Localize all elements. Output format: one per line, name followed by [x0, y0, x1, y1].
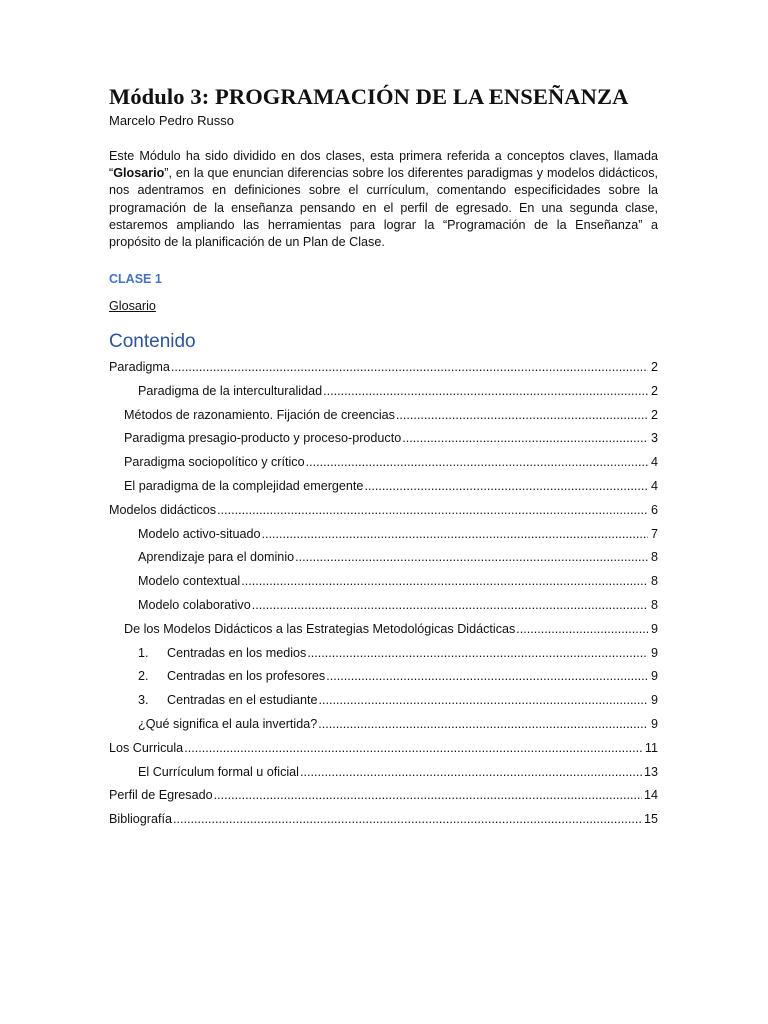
toc-entry-page-number: 9: [650, 645, 658, 660]
toc-entry-title: Perfil de Egresado: [109, 788, 213, 803]
author-name: Marcelo Pedro Russo: [109, 113, 234, 128]
toc-entry-title: Paradigma presagio-producto y proceso-producto: [124, 431, 402, 446]
toc-leader-dots: [262, 526, 648, 542]
toc-entry-title: Modelos didácticos: [109, 502, 217, 517]
glosario-bold-term: Glosario: [113, 166, 165, 181]
toc-entry-page-number: 11: [644, 740, 658, 755]
toc-entry-title: El paradigma de la complejidad emergente: [124, 479, 364, 493]
toc-entry-page-number: 9: [650, 717, 658, 731]
toc-entry[interactable]: [109, 355, 658, 375]
toc-entry-title: Los Curricula: [109, 740, 184, 755]
intro-paragraph: [109, 148, 658, 251]
toc-leader-dots: [402, 430, 648, 446]
intro-line: [109, 165, 658, 182]
toc-leader-dots: [184, 740, 643, 756]
toc-leader-dots: [323, 383, 648, 399]
toc-entry[interactable]: [124, 426, 658, 446]
toc-leader-dots: [307, 645, 648, 661]
toc-entry-title: Métodos de razonamiento. Fijación de creencias: [124, 407, 395, 422]
toc-entry-title: Paradigma: [109, 360, 170, 374]
toc-entry-title: Paradigma de la interculturalidad: [138, 383, 323, 398]
intro-line: estaremos ampliando las herramientas para lograr la “Programación de la Enseñanza” a: [109, 217, 658, 232]
toc-entry-page-number: 4: [650, 479, 658, 493]
intro-line: propósito de la planificación de un Plan de Clase.: [109, 235, 385, 250]
toc-entry-page-number: 8: [650, 598, 658, 612]
toc-entry-title: Modelo activo-situado: [138, 526, 261, 541]
toc-leader-dots: [306, 454, 648, 470]
contents-heading: Contenido: [109, 331, 196, 352]
toc-leader-dots: [214, 787, 642, 803]
open-quote: “: [109, 166, 114, 181]
toc-leader-dots: [300, 764, 642, 780]
toc-entry[interactable]: [138, 688, 658, 708]
toc-entry[interactable]: [138, 545, 658, 565]
toc-entry[interactable]: [124, 450, 658, 470]
toc-entry-number: 3.: [138, 693, 149, 708]
toc-leader-dots: [326, 668, 648, 684]
intro-line: Este Módulo ha sido dividido en dos clases, esta primera referida a conceptos claves, llamada: [109, 149, 658, 163]
toc-entry-title: Centradas en el estudiante: [167, 693, 318, 708]
toc-entry[interactable]: [138, 569, 658, 589]
toc-entry-title: Centradas en los medios: [167, 645, 307, 660]
toc-entry-title: De los Modelos Didácticos a las Estrategias Metodológicas Didácticas: [124, 621, 516, 636]
toc-entry-page-number: 9: [650, 693, 658, 708]
document-title: Módulo 3: PROGRAMACIÓN DE LA ENSEÑANZA: [109, 84, 629, 109]
toc-leader-dots: [295, 549, 648, 565]
clase-heading: CLASE 1: [109, 272, 162, 286]
toc-leader-dots: [396, 407, 648, 423]
toc-entry-title: El Currículum formal u oficial: [138, 764, 299, 779]
toc-entry[interactable]: [138, 664, 658, 684]
toc-entry-number: 1.: [138, 645, 149, 660]
toc-entry-title: Paradigma sociopolítico y crítico: [124, 455, 305, 470]
toc-entry-title: Modelo colaborativo: [138, 598, 251, 612]
toc-entry[interactable]: [138, 522, 658, 542]
toc-entry-page-number: 6: [650, 502, 658, 517]
toc-entry[interactable]: [109, 736, 658, 756]
glosario-link[interactable]: Glosario: [109, 299, 156, 313]
toc-entry-title: Bibliografía: [109, 812, 173, 827]
toc-entry[interactable]: [138, 760, 658, 780]
toc-entry-title: Modelo contextual: [138, 574, 241, 589]
toc-entry-title: Centradas en los profesores: [167, 669, 326, 684]
intro-line-rest: ”, en la que enuncian diferencias sobre los diferentes paradigmas y modelos didácticos,: [164, 166, 658, 181]
toc-leader-dots: [252, 597, 648, 613]
toc-entry-page-number: 7: [650, 526, 658, 541]
toc-leader-dots: [364, 478, 648, 494]
toc-entry-page-number: 2: [650, 360, 658, 374]
toc-entry[interactable]: [138, 593, 658, 613]
toc-entry-page-number: 15: [643, 812, 658, 827]
toc-entry[interactable]: [138, 641, 658, 661]
toc-entry[interactable]: [138, 712, 658, 732]
toc-leader-dots: [319, 692, 648, 708]
toc-entry[interactable]: [124, 617, 658, 637]
toc-entry-number: 2.: [138, 669, 149, 684]
toc-leader-dots: [171, 359, 648, 375]
toc-entry[interactable]: [138, 379, 658, 399]
toc-entry-page-number: 8: [650, 550, 658, 565]
intro-line: nos adentramos en definiciones sobre el currículum, comentando especificidades sobre la: [109, 183, 658, 198]
intro-line: programación de la enseñanza pensando en el perfil de egresado. En una segunda clase,: [109, 200, 658, 215]
toc-entry[interactable]: [124, 474, 658, 494]
toc-entry-page-number: 13: [643, 764, 658, 779]
toc-entry-title: ¿Qué significa el aula invertida?: [138, 717, 318, 731]
toc-entry[interactable]: [109, 498, 658, 518]
toc-leader-dots: [173, 811, 642, 827]
toc-leader-dots: [516, 621, 648, 637]
toc-leader-dots: [241, 573, 648, 589]
toc-entry-page-number: 2: [650, 383, 658, 398]
toc-entry[interactable]: [109, 807, 658, 827]
toc-entry-page-number: 3: [650, 431, 658, 446]
toc-leader-dots: [217, 502, 648, 518]
toc-entry-page-number: 4: [650, 455, 658, 470]
toc-entry-page-number: 2: [650, 407, 658, 422]
toc-entry-page-number: 9: [650, 669, 658, 684]
toc-entry-page-number: 9: [650, 621, 658, 636]
toc-entry[interactable]: [124, 403, 658, 423]
toc-entry-page-number: 14: [643, 788, 658, 803]
toc-leader-dots: [318, 716, 648, 732]
toc-entry-page-number: 8: [650, 574, 658, 589]
toc-entry[interactable]: [109, 783, 658, 803]
toc-entry-title: Aprendizaje para el dominio: [138, 550, 295, 565]
